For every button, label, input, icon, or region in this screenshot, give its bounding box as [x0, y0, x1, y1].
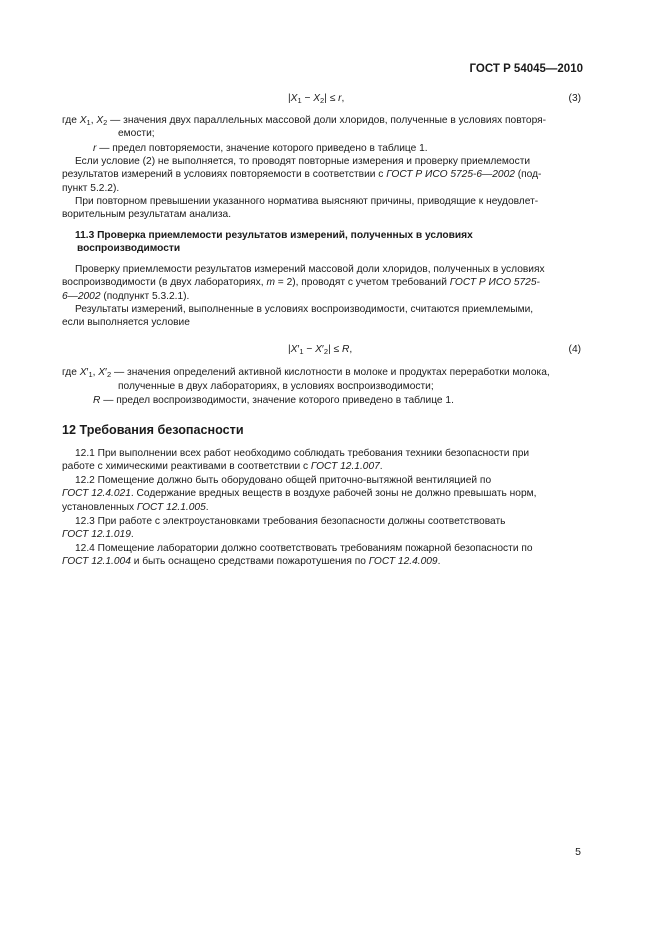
paragraph-repeat-measurements: Если условие (2) не выполняется, то проводят повторные измерения и проверку приемлемости результатов измерений в условиях повторяемости в соответствии с ГОСТ Р ИСО 5725-6—2002 (под- пункт 5.2.2). [62, 156, 542, 194]
paragraph-12-2: 12.2 Помещение должно быть оборудовано общей приточно-вытяжной вентиляцией по ГОСТ 12.4.021. Содержание вредных веществ в воздухе рабочей зоны не должно превышать норм, установленных ГОСТ 12.1.005. [62, 475, 537, 513]
formula-3-expression: $|X_1 - X_2| \le r$, [288, 93, 345, 105]
definition-x1-x2-cont: емости; [118, 128, 155, 139]
formula-4-expression: $|X'_1 - X'_2| \le R$, [288, 344, 353, 356]
paragraph-reproducibility-check: Проверку приемлемости результатов измерений массовой доли хлоридов, полученных в условиях воспроизводимости (в двух лабораториях, m = 2), проводят с учетом требований ГОСТ Р ИСО 5725- 6—2002 (подпункт 5.3.2.1). [62, 264, 545, 302]
paragraph-12-3: 12.3 При работе с электроустановками требования безопасности должны соответствовать ГОСТ 12.1.019. [62, 516, 506, 541]
formula-3 [62, 93, 581, 107]
formula-4 [62, 344, 581, 358]
document-header-id: ГОСТ Р 54045—2010 [469, 63, 583, 75]
definition-R: R — предел воспроизводимости, значение которого приведено в таблице 1. [93, 395, 454, 406]
definition-x1p-x2p-cont: полученные в двух лабораториях, в условиях воспроизводимости; [118, 381, 434, 392]
formula-3-number: (3) [568, 93, 581, 104]
page-number: 5 [575, 846, 581, 858]
definition-x1-x2: где $X_1$, $X_2$ — значения двух параллельных массовой доли хлоридов, полученные в условиях повторя- [62, 115, 547, 127]
formula-4-number: (4) [568, 344, 581, 355]
section-12-heading: 12 Требования безопасности [62, 423, 244, 437]
paragraph-12-4: 12.4 Помещение лаборатории должно соответствовать требованиям пожарной безопасности по ГОСТ 12.1.004 и быть оснащено средствами пожаротушения по ГОСТ 12.4.009. [62, 543, 533, 568]
paragraph-12-1: 12.1 При выполнении всех работ необходимо соблюдать требования техники безопасности при работе с химическими реактивами в соответствии с ГОСТ 12.1.007. [62, 448, 530, 473]
definition-r: r — предел повторяемости, значение которого приведено в таблице 1. [93, 143, 428, 154]
section-11-3-heading: 11.3 Проверка приемлемости результатов измерений, полученных в условиях воспроизводимости [75, 230, 473, 254]
paragraph-results-acceptable: Результаты измерений, выполненные в условиях воспроизводимости, считаются приемлемыми, если выполняется условие [62, 304, 534, 329]
definition-x1p-x2p: где $X'_1$, $X'_2$ — значения определений активной кислотности в молоке и продуктах переработки молока, [62, 367, 550, 379]
paragraph-repeat-exceed: При повторном превышении указанного норматива выясняют причины, приводящие к неудовлет- ворительным результатам анализа. [62, 196, 539, 221]
